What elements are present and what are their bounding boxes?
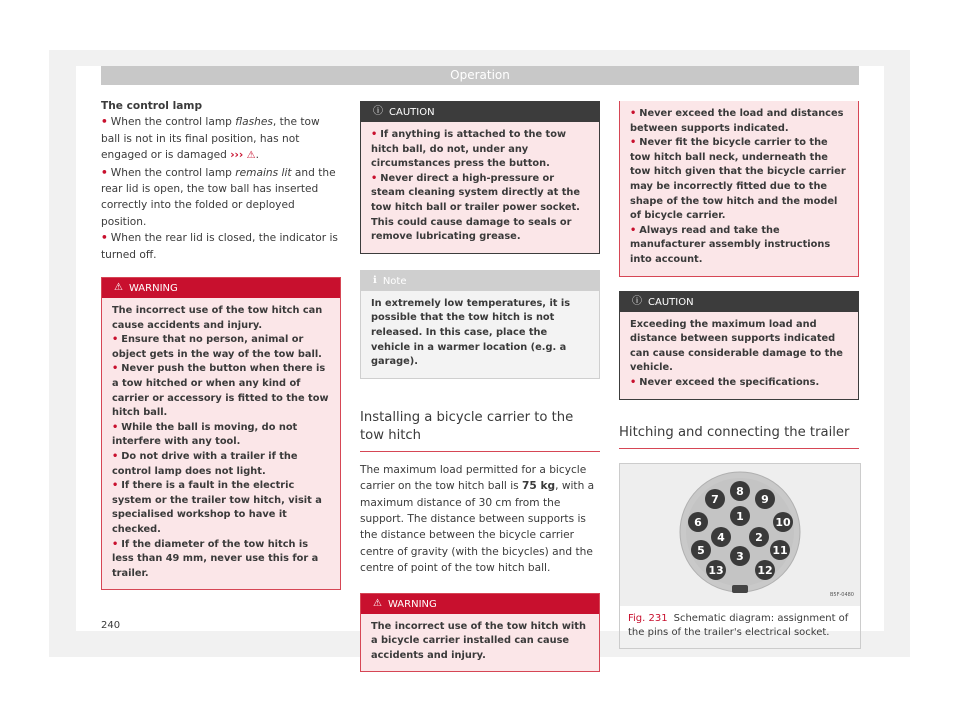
list-item: • While the ball is moving, do not interfere with any tool. <box>112 421 298 448</box>
bullet-icon: • <box>630 376 637 388</box>
pin-label: 5 <box>697 543 705 557</box>
list-item: • When the rear lid is closed, the indicator is turned off. <box>101 232 338 261</box>
section-title: Hitching and connecting the trailer <box>619 424 859 449</box>
list-item: • Never exceed the specifications. <box>630 376 820 388</box>
caution-header: ⓘ CAUTION <box>620 292 858 312</box>
list-item: • When the control lamp remains lit and the rear lid is open, the tow ball has inserted correctly into the folded or deployed position. <box>101 166 336 228</box>
pin-label: 3 <box>736 549 744 563</box>
pin-label: 6 <box>694 515 702 529</box>
column-1 <box>101 98 341 590</box>
pin-label: 10 <box>775 515 791 529</box>
section-title: Installing a bicycle carrier to the tow hitch <box>360 409 600 452</box>
list-item: • If the diameter of the tow hitch is less than 49 mm, never use this for a trailer. <box>112 538 319 579</box>
bullet-icon: • <box>112 451 119 462</box>
bullet-icon: • <box>630 108 637 119</box>
info-icon: ℹ <box>373 274 377 286</box>
figure-number: Fig. 231 <box>628 612 668 624</box>
list-item: • Do not drive with a trailer if the control lamp does not light. <box>112 451 298 477</box>
trailer-socket-diagram <box>620 464 858 606</box>
bullet-icon: • <box>371 172 378 184</box>
chapter-header: Operation <box>101 66 859 85</box>
pin-label: 8 <box>736 484 744 498</box>
figure-image <box>620 464 860 606</box>
warning-box <box>101 277 341 590</box>
warning-triangle-icon: ⚠ <box>114 282 123 294</box>
pin-label: 12 <box>757 563 773 577</box>
warning-triangle-icon: ⚠ <box>373 597 382 609</box>
warning-body: The incorrect use of the tow hitch can cause accidents and injury. • Ensure that no person, animal or object gets in the way of the tow ball. • Never push the button when there is a tow hitched or when any kind of carrier or accessory is fitted to the tow hitch ball. • While the ball is moving, do not interfere with any tool. • Do not drive with a trailer if the control lamp does not light. • If there is a fault in the electric system or the trailer tow hitch, visit a specialised workshop to have it checked. • If the diameter of the tow hitch is less than 49 mm, never use this for a trailer. <box>102 298 340 589</box>
figure <box>619 463 861 649</box>
caution-header: ⓘ CAUTION <box>361 102 599 122</box>
warning-body: The incorrect use of the tow hitch with a bicycle carrier installed can cause accidents and injury. <box>361 614 599 672</box>
cross-reference-arrows[interactable]: ››› <box>230 149 244 162</box>
warning-body <box>620 101 858 276</box>
page-number: 240 <box>101 620 121 631</box>
figure-code: B5F-0480 <box>829 592 854 599</box>
list-item: • Ensure that no person, animal or object gets in the way of the tow ball. <box>112 334 322 360</box>
bullet-icon: • <box>101 232 108 245</box>
caution-body <box>361 122 599 253</box>
list-item: • Never fit the bicycle carrier to the tow hitch ball neck, underneath the tow hitch given that the bicycle carrier may be incorrectly fitted due to the shape of the tow hitch and the model of bicycle carrier. <box>630 137 846 222</box>
info-circle-icon: ⓘ <box>373 106 383 117</box>
warning-box-continued <box>619 101 859 277</box>
list-item: • When the control lamp flashes, the tow ball is not in its final position, has not engaged or is damaged ››› ⚠. <box>101 116 320 162</box>
list-item: • Never push the button when there is a tow hitched or when any kind of carrier or accessory is fitted to the tow hitch ball. <box>112 363 329 419</box>
pin-label: 11 <box>772 543 788 557</box>
warning-header: ⚠ WARNING <box>361 594 599 614</box>
bullet-icon: • <box>112 421 119 433</box>
note-box <box>360 270 600 379</box>
bullet-icon: • <box>101 166 108 179</box>
warning-header: ⚠ WARNING <box>102 278 340 298</box>
control-lamp-heading: The control lamp <box>101 100 203 112</box>
pin-label: 13 <box>708 563 724 577</box>
bullet-icon: • <box>630 137 637 149</box>
bullet-icon: • <box>112 334 119 346</box>
bullet-icon: • <box>112 480 119 492</box>
pin-label: 4 <box>717 530 725 544</box>
caution-body: Exceeding the maximum load and distance between supports indicated can cause considerable damage to the vehicle. • Never exceed the specifications. <box>620 312 858 399</box>
pin-label: 7 <box>711 492 719 506</box>
list-item: • Never direct a high-pressure or steam cleaning system directly at the tow hitch ball or trailer power socket. This could cause damage to seals or remove lubricating grease. <box>371 172 581 243</box>
note-body: In extremely low temperatures, it is possible that the tow hitch is not released. In this case, place the vehicle in a warmer location (e.g. a garage). <box>361 291 599 378</box>
pin-label: 2 <box>755 530 763 544</box>
bullet-icon: • <box>112 538 119 550</box>
pin-label: 9 <box>761 492 769 506</box>
column-3 <box>619 101 859 649</box>
list-item: • Never exceed the load and distances between supports indicated. <box>630 108 844 134</box>
bullet-icon: • <box>630 224 637 236</box>
warning-triangle-icon: ⚠ <box>246 150 256 162</box>
list-item: • If anything is attached to the tow hitch ball, do not, under any circumstances press the button. <box>371 129 567 170</box>
note-header: ℹ Note <box>361 271 599 291</box>
list-item: • Always read and take the manufacturer assembly instructions into account. <box>630 224 831 265</box>
warning-box <box>360 593 600 673</box>
caution-box <box>360 101 600 254</box>
column-2 <box>360 101 600 672</box>
bullet-icon: • <box>112 363 119 375</box>
figure-caption: Fig. 231 Schematic diagram: assignment of the pins of the trailer's electrical socket. <box>628 612 849 638</box>
list-item: • If there is a fault in the electric system or the trailer tow hitch, visit a specialised workshop to have it checked. <box>112 480 322 535</box>
caution-box <box>619 291 859 400</box>
bullet-icon: • <box>101 116 108 129</box>
info-circle-icon: ⓘ <box>632 295 642 307</box>
pin-label: 1 <box>736 509 744 523</box>
bullet-icon: • <box>371 129 378 140</box>
body-paragraph: The maximum load permitted for a bicycle carrier on the tow hitch ball is 75 kg, with a maximum distance of 30 cm from the support. The distance between supports is the distance between the bicycle carrier centre of gravity (with the bicycles) and the centre of point of the tow hitch ball. <box>360 463 595 575</box>
